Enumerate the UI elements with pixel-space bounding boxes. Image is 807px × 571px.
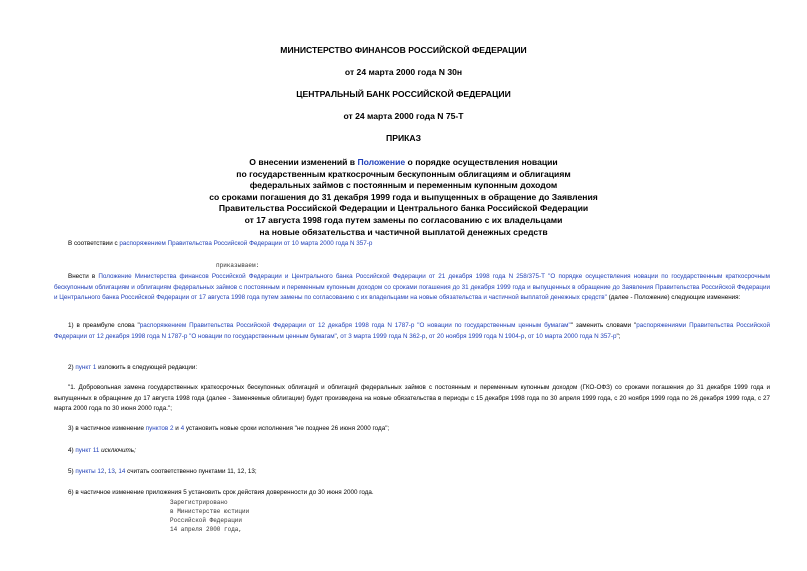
punkt-11-link[interactable]: пункт 11: [75, 447, 100, 454]
item-text: и: [173, 425, 181, 432]
item-text: 5): [68, 468, 76, 475]
title-line-2: по государственным краткосрочным бескупонным облигациям и облигациям: [236, 168, 571, 179]
punkt-2-link[interactable]: пунктов 2: [145, 425, 174, 432]
item-text: ";: [616, 332, 621, 340]
item-text: изложить в следующей редакции:: [96, 364, 198, 371]
rasporyazhenie-357-link-2[interactable]: от 10 марта 2000 года N 357-р: [527, 332, 617, 340]
title-line-5: Правительства Российской Федерации и Центрального банка Российской Федерации: [218, 203, 589, 214]
item-text: исключить;: [99, 447, 136, 454]
item-2-paragraph: [54, 363, 770, 374]
item-text: ,: [114, 468, 119, 475]
item-text: " заменить словами ": [570, 322, 637, 329]
title-text: о порядке осуществления новации: [405, 157, 558, 167]
punkt-12-link[interactable]: пункты 12: [75, 468, 105, 475]
polozhenie-258-link[interactable]: Положение Министерства финансов Российской Федерации и Центрального банка Российской Федерации от 21 декабря 1998 года N 258/375-Т "О порядке осуществления новации по государственным краткосрочным бескупонным облигациям и облигациям федеральных займов с постоянным и переменным купонным доходом со сроками погашения до 31 декабря 1999 года и выпущенных в обращение до Заявления Правительства Российской Федерации и Центрального банка Российской Федерации от 17 августа 1998 года путем замены по согласованию с их владельцами на новые обязательства и частичной выплатой денежных средств": [54, 273, 770, 302]
item-text: ,: [425, 332, 429, 340]
item-text: 4): [68, 447, 76, 454]
ministry-date: от 24 марта 2000 года N 30н: [344, 67, 463, 77]
polozhenie-link[interactable]: Положение: [357, 157, 406, 167]
item-text: ,: [104, 468, 108, 475]
title-line-1: [150, 157, 657, 169]
item-text: установить новые сроки исполнения "не позднее 26 июня 2000 года";: [184, 425, 390, 432]
item-1-paragraph: [54, 321, 770, 342]
item-5-paragraph: [54, 467, 770, 478]
punkt-14-link[interactable]: 14: [118, 468, 126, 475]
quoted-new-text: "1. Добровольная замена государственных краткосрочных бескупонных облигаций и облигаций федеральных займов с постоянным и переменным купонным доходом (ГКО-ОФЗ) со сроками погашения до 31 декабря 1999 года и выпущенных в обращение до 17 августа 1998 года (далее - Заменяемые облигации) будет произведена на новые обязательства в периоды с 15 декабря 1998 года по 30 апреля 1999 года, с 20 ноября 1999 года по 26 декабря 1999 года, с 27 марта 2000 года по 30 июня 2000 года.";: [54, 384, 770, 413]
title-text: О внесении изменений в: [249, 157, 358, 167]
title-line-3: федеральных займов с постоянным и переменным купонным доходом: [249, 180, 558, 191]
punkt-1-link[interactable]: пункт 1: [75, 364, 97, 371]
preamble-paragraph: [54, 239, 770, 250]
item-3-paragraph: [54, 424, 770, 435]
preamble-text: В соответствии с: [68, 240, 120, 247]
bank-heading: ЦЕНТРАЛЬНЫЙ БАНК РОССИЙСКОЙ ФЕДЕРАЦИИ: [296, 89, 511, 99]
rasporyazhenie-362-link[interactable]: от 3 марта 1999 года N 362-р: [340, 332, 426, 340]
intro-paragraph: [54, 272, 770, 304]
registration-line: в Министерстве юстиции: [170, 507, 250, 515]
intro-text: (далее - Положение) следующие изменения:: [606, 294, 741, 302]
item-text: 1) в преамбуле слова ": [68, 322, 140, 329]
registration-line: Российской Федерации: [170, 516, 243, 524]
doc-type: ПРИКАЗ: [386, 133, 421, 143]
document-title: [150, 157, 657, 238]
title-line-6: от 17 августа 1998 года путем замены по согласованию с их владельцами: [244, 214, 563, 225]
item-text: 3) в частичное изменение: [68, 425, 146, 432]
rasporyazhenie-1904-link[interactable]: от 20 ноября 1999 года N 1904-р: [428, 332, 525, 340]
item-4-paragraph: [54, 446, 770, 457]
item-text: ,: [336, 332, 341, 340]
item-text: ,: [524, 332, 528, 340]
registration-block: [170, 499, 249, 535]
item-6-paragraph: 6) в частичное изменение приложения 5 установить срок действия доверенности до 30 июня 2000 года.: [68, 489, 374, 496]
prikazyvaem-label: приказываем:: [216, 262, 260, 269]
title-line-4: со сроками погашения до 31 декабря 1999 года и выпущенных в обращение до Заявления: [209, 191, 598, 202]
punkt-4-link[interactable]: 4: [180, 425, 185, 432]
bank-date: от 24 марта 2000 года N 75-Т: [343, 111, 464, 121]
rasporyazheniya-1787-link[interactable]: распоряжениями Правительства Российской Федерации от 12 декабря 1998 года N 1787-р "О новации по государственным ценным бумагам": [54, 322, 770, 340]
punkt-13-link[interactable]: 13: [107, 468, 115, 475]
rasporyazhenie-357-link[interactable]: распоряжением Правительства Российской Федерации от 10 марта 2000 года N 357-р: [119, 240, 373, 247]
ministry-heading: МИНИСТЕРСТВО ФИНАНСОВ РОССИЙСКОЙ ФЕДЕРАЦИИ: [280, 45, 527, 55]
registration-line: 14 апреля 2000 года,: [170, 525, 243, 533]
rasporyazhenie-1787-link[interactable]: распоряжением Правительства Российской Федерации от 12 декабря 1998 года N 1787-р "О новации по государственным ценным бумагам": [139, 322, 571, 329]
intro-text: Внести в: [68, 273, 99, 280]
item-text: считать соответственно пунктами 11, 12, 13;: [125, 468, 257, 475]
registration-line: Зарегистрировано: [170, 499, 228, 506]
item-text: 2): [68, 364, 76, 371]
title-line-7: на новые обязательства и частичной выплатой денежных средств: [259, 226, 548, 237]
